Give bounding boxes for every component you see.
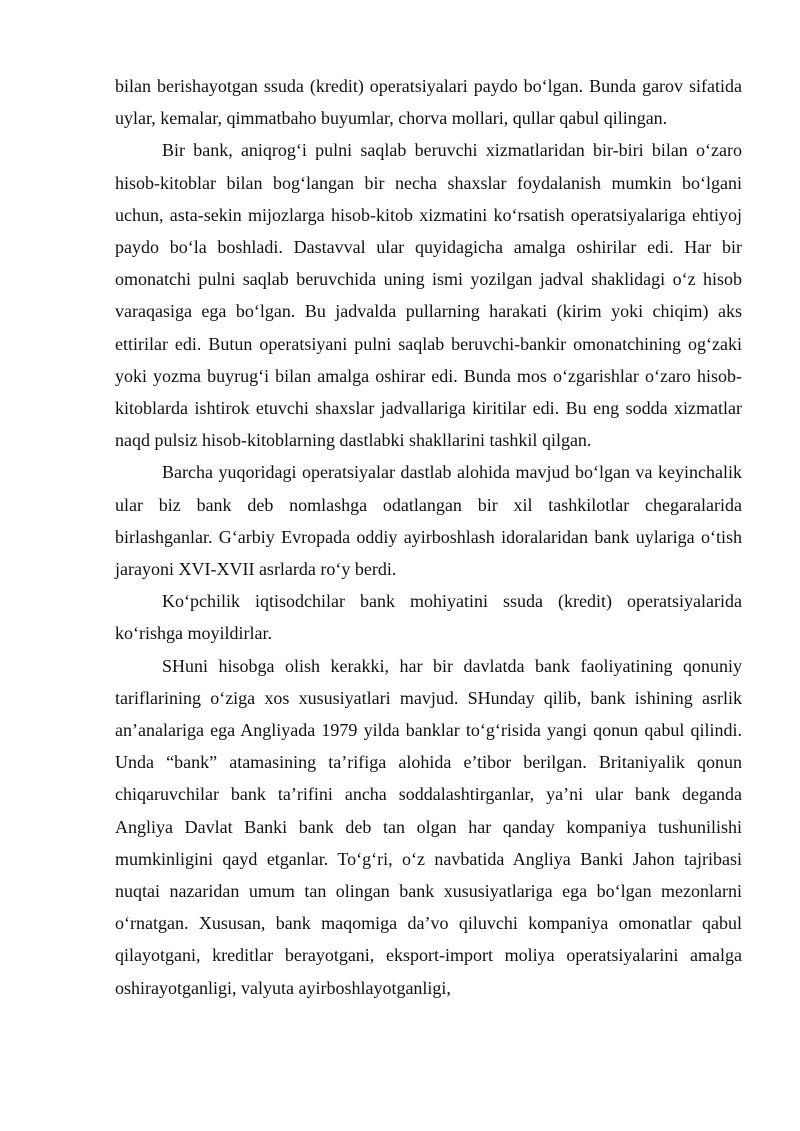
- paragraph: SHuni hisobga olish kerakki, har bir davlatda bank faoliyatining qonuniy tariflarining o‘ziga xos xususiyatlari mavjud. SHunday qilib, bank ishining asrlik an’analariga ega Angliyada 1979 yilda banklar to‘g‘risida yangi qonun qabul qilindi. Unda “bank” atamasining ta’rifiga alohida e’tibor berilgan. Britaniyalik qonun chiqaruvchilar bank ta’rifini ancha soddalashtirganlar, ya’ni ular bank deganda Angliya Davlat Banki bank deb tan olgan har qanday kompaniya tushunilishi mumkinligini qayd etganlar. To‘g‘ri, o‘z navbatida Angliya Banki Jahon tajribasi nuqtai nazaridan umum tan olingan bank xususiyatlariga ega bo‘lgan mezonlarni o‘rnatgan. Xususan, bank maqomiga da’vo qiluvchi kompaniya omonatlar qabul qilayotgani, kreditlar berayotgani, eksport-import moliya operatsiyalarini amalga oshirayotganligi, valyuta ayirboshlayotganligi,: [115, 655, 742, 998]
- paragraph: Barcha yuqoridagi operatsiyalar dastlab alohida mavjud bo‘lgan va keyinchalik ular biz bank deb nomlashga odatlangan bir xil tashkilotlar chegaralarida birlashganlar. G‘arbiy Evropada oddiy ayirboshlash idoralaridan bank uylariga o‘tish jarayoni XVI-XVII asrlarda ro‘y berdi.: [115, 462, 742, 580]
- paragraph-continuation: bilan berishayotgan ssuda (kredit) operatsiyalari paydo bo‘lgan. Bunda garov sifatida uylar, kemalar, qimmatbaho buyumlar, chorva mollari, qullar qabul qilingan.: [115, 76, 742, 129]
- body-text: [115, 70, 742, 1004]
- paragraph: Ko‘pchilik iqtisodchilar bank mohiyatini ssuda (kredit) operatsiyalarida ko‘rishga moyildirlar.: [115, 591, 742, 644]
- paragraph: Bir bank, aniqrog‘i pulni saqlab beruvchi xizmatlaridan bir-biri bilan o‘zaro hisob-kitoblar bilan bog‘langan bir necha shaxslar foydalanish mumkin bo‘lgani uchun, asta-sekin mijozlarga hisob-kitob xizmatini ko‘rsatish operatsiyalariga ehtiyoj paydo bo‘la boshladi. Dastavval ular quyidagicha amalga oshirilar edi. Har bir omonatchi pulni saqlab beruvchida uning ismi yozilgan jadval shaklidagi o‘z hisob varaqasiga ega bo‘lgan. Bu jadvalda pullarning harakati (kirim yoki chiqim) aks ettirilar edi. Butun operatsiyani pulni saqlab beruvchi-bankir omonatchining og‘zaki yoki yozma buyrug‘i bilan amalga oshirar edi. Bunda mos o‘zgarishlar o‘zaro hisob- kitoblarda ishtirok etuvchi shaxslar jadvallariga kiritilar edi. Bu eng sodda xizmatlar naqd pulsiz hisob-kitoblarning dastlabki shakllarini tashkil qilgan.: [115, 140, 742, 451]
